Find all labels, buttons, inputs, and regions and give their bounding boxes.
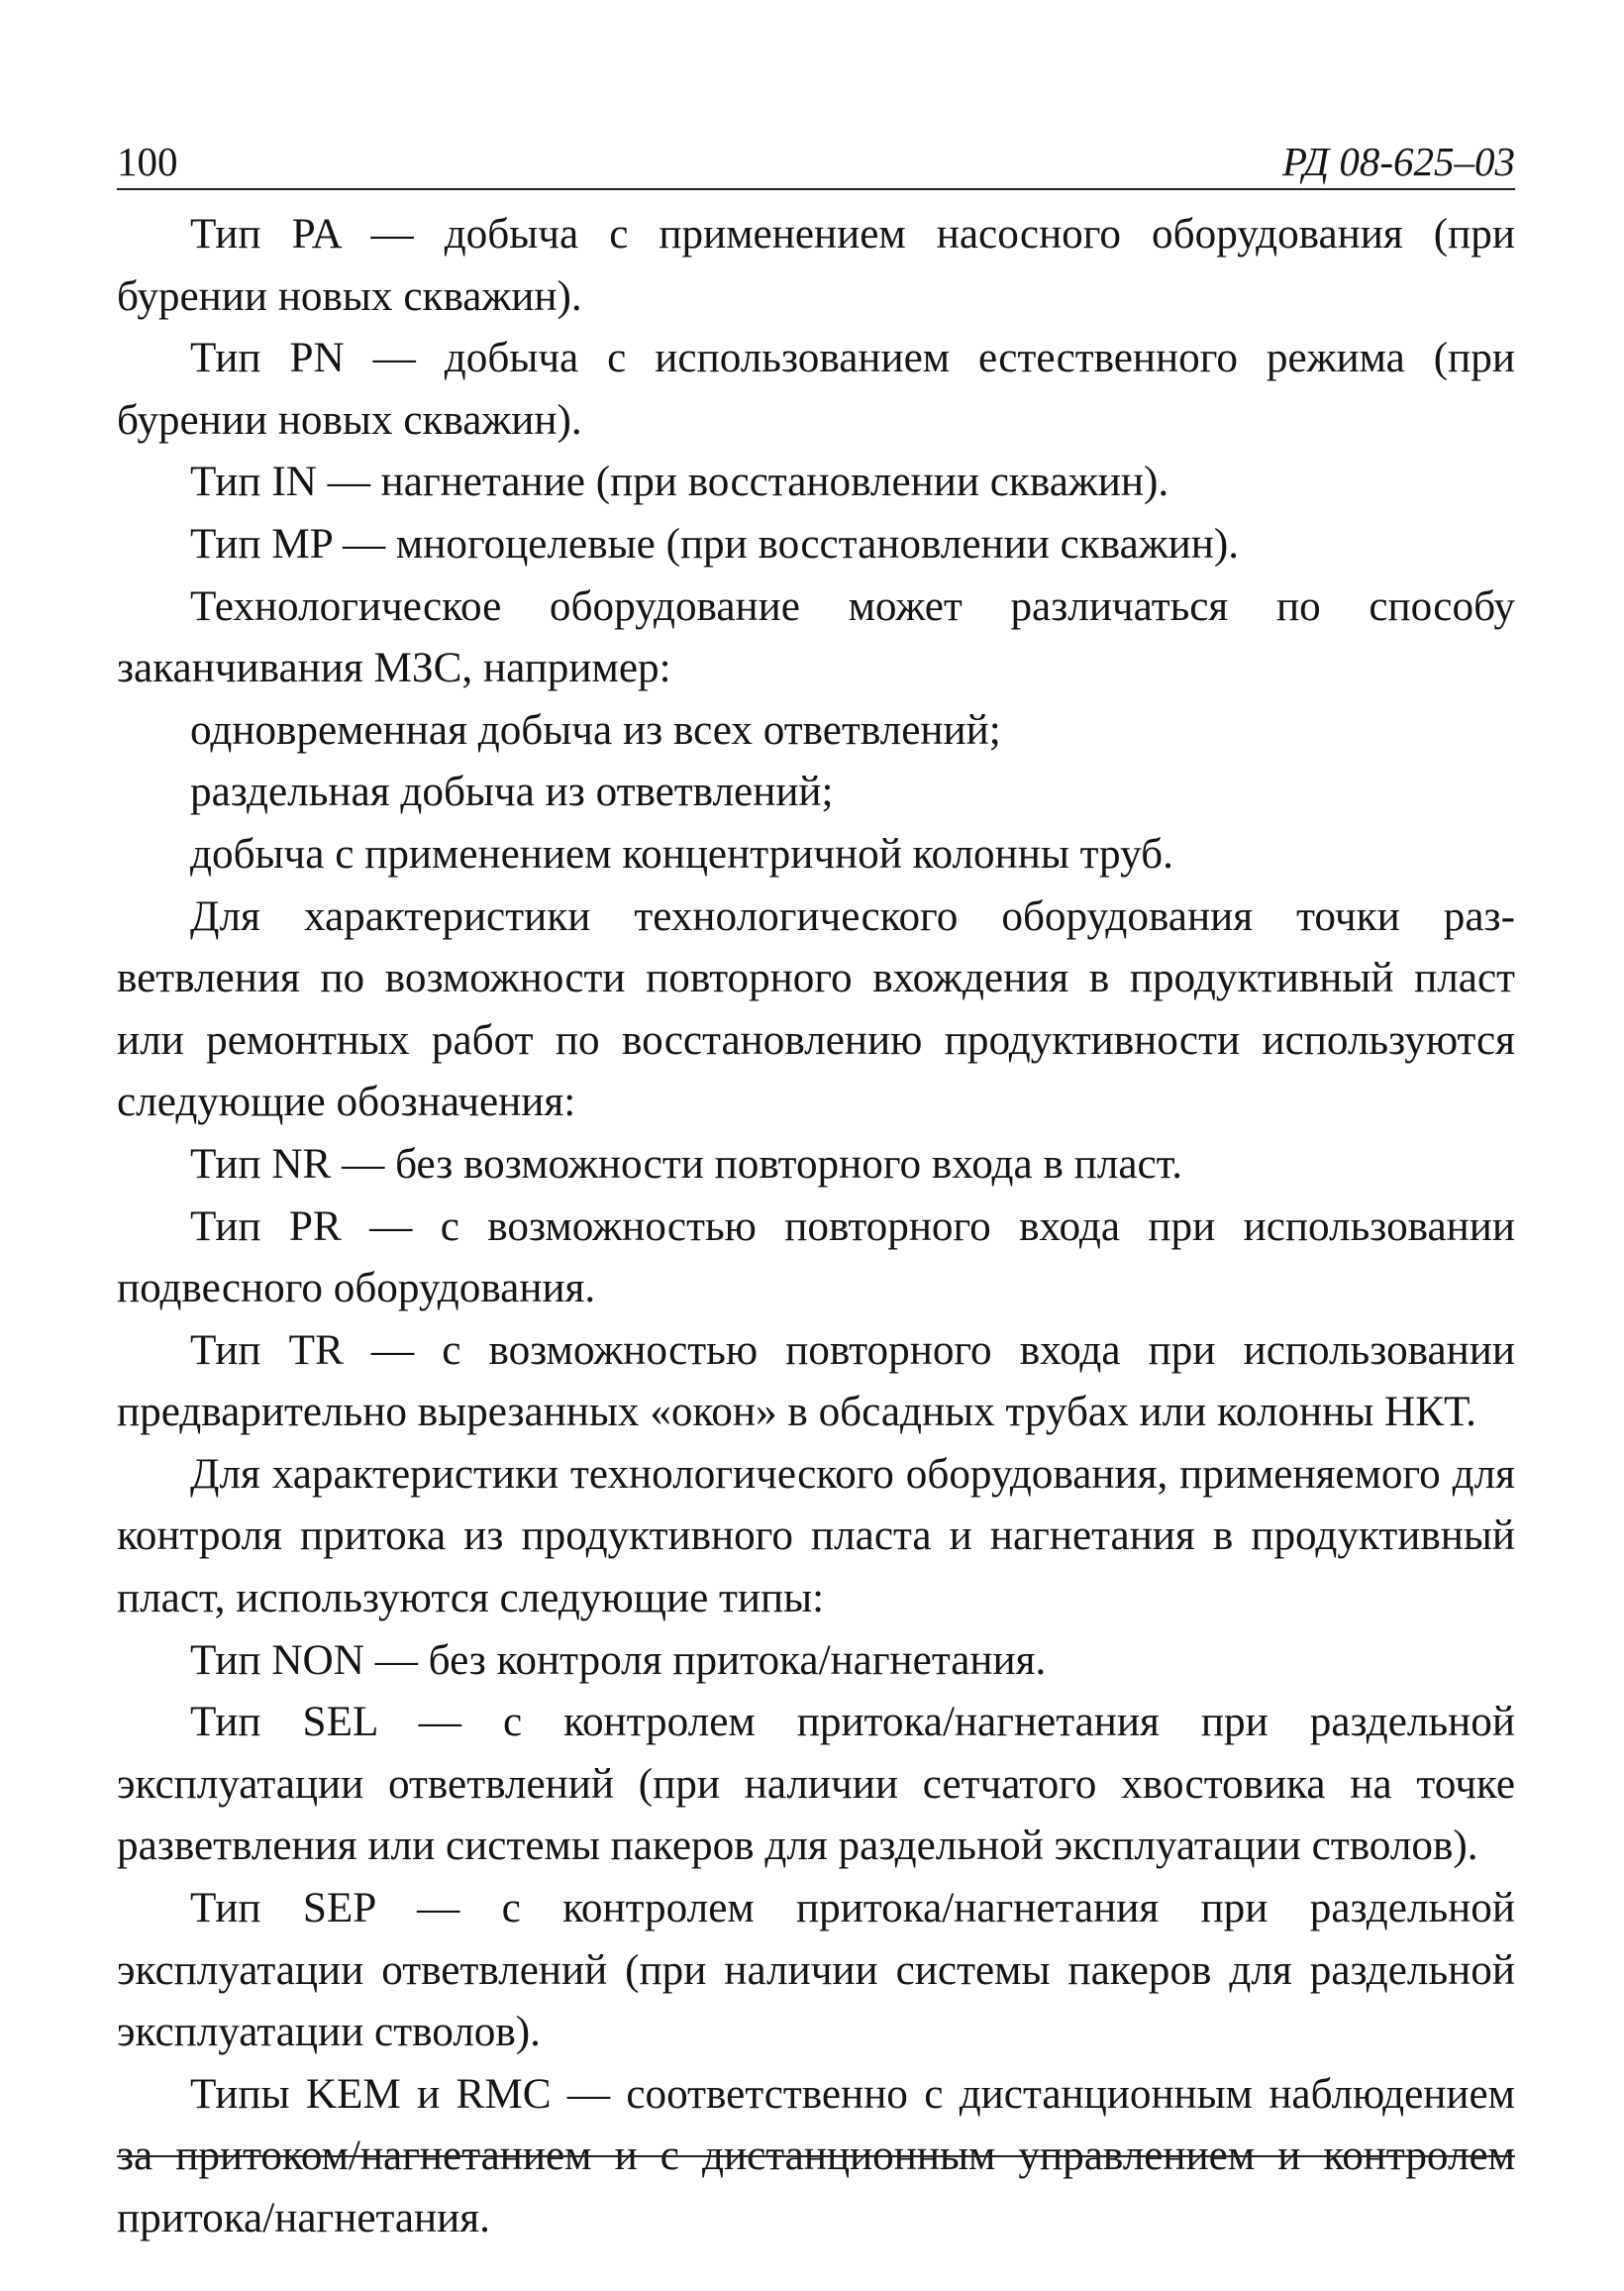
list-item-separate: раздельная добыча из ответвлений; bbox=[190, 769, 834, 816]
paragraph-type-non: Тип NON — без контроля притока/нагнетания. bbox=[190, 1636, 1047, 1684]
page-body bbox=[117, 204, 1515, 2250]
paragraph-type-mp: Тип MP — многоцелевые (при восстановлении скважин). bbox=[190, 520, 1239, 568]
paragraph-types-kem-rmc: Типы KEM и RMC — соответственно с дистанционным наблюдением за притоком/нагнетанием и с дистанционным управлением и контролем притока/нагнетания. bbox=[117, 2070, 1515, 2241]
paragraph-type-in: Тип IN — нагнетание (при восстановлении скважин). bbox=[190, 459, 1169, 506]
page-header bbox=[117, 137, 1515, 186]
paragraph-completion-methods: Технологическое оборудование может различаться по способу заканчивания МЗС, например: bbox=[117, 582, 1515, 692]
paragraph-flow-control-types: Для характеристики технологического оборудования, применяемого для контроля притока из продуктивного пласта и нагнетания в продуктивный пласт, используются следующие типы: bbox=[117, 1450, 1515, 1622]
header-rule bbox=[117, 188, 1515, 190]
paragraph-type-pn: Тип PN — добыча с использованием естественного режима (при бурении новых скважин). bbox=[117, 335, 1515, 444]
paragraph-type-sel: Тип SEL — с контролем притока/нагнетания при раздельной эксплуатации ответвлений (при наличии сетчатого хвостовика на точке разветвления или системы пакеров для раздельной эксплуатации стволов). bbox=[117, 1699, 1515, 1870]
list-item-concentric: добыча с применением концентричной колонны труб. bbox=[190, 830, 1173, 878]
paragraph-reentry-designations: Для характеристики технологического оборудования точки разветвления по возможности повторного вхождения в продуктивный пласт или ремонтных работ по восстановлению продуктивности используются следующие обозначения: bbox=[117, 892, 1515, 1126]
page-number: 100 bbox=[117, 139, 178, 184]
list-item-simultaneous: одновременная добыча из всех ответвлений; bbox=[190, 706, 1001, 754]
document-code: РД 08-625–03 bbox=[1282, 139, 1515, 184]
footer-rule bbox=[117, 2155, 1515, 2157]
paragraph-type-pa: Тип PA — добыча с применением насосного оборудования (при бурении новых скважин). bbox=[117, 211, 1515, 320]
paragraph-type-pr: Тип PR — с возможностью повторного входа при использовании подвесного оборудования. bbox=[117, 1202, 1515, 1312]
paragraph-type-sep: Тип SEP — с контролем притока/нагнетания при раздельной эксплуатации ответвлений (при наличии системы пакеров для раздельной эксплуатации стволов). bbox=[117, 1885, 1515, 2056]
paragraph-type-nr: Тип NR — без возможности повторного входа в пласт. bbox=[190, 1140, 1183, 1188]
paragraph-type-tr: Тип TR — с возможностью повторного входа при использовании предварительно вырезанных «окон» в обсадных трубах или колонны НКТ. bbox=[117, 1326, 1515, 1436]
